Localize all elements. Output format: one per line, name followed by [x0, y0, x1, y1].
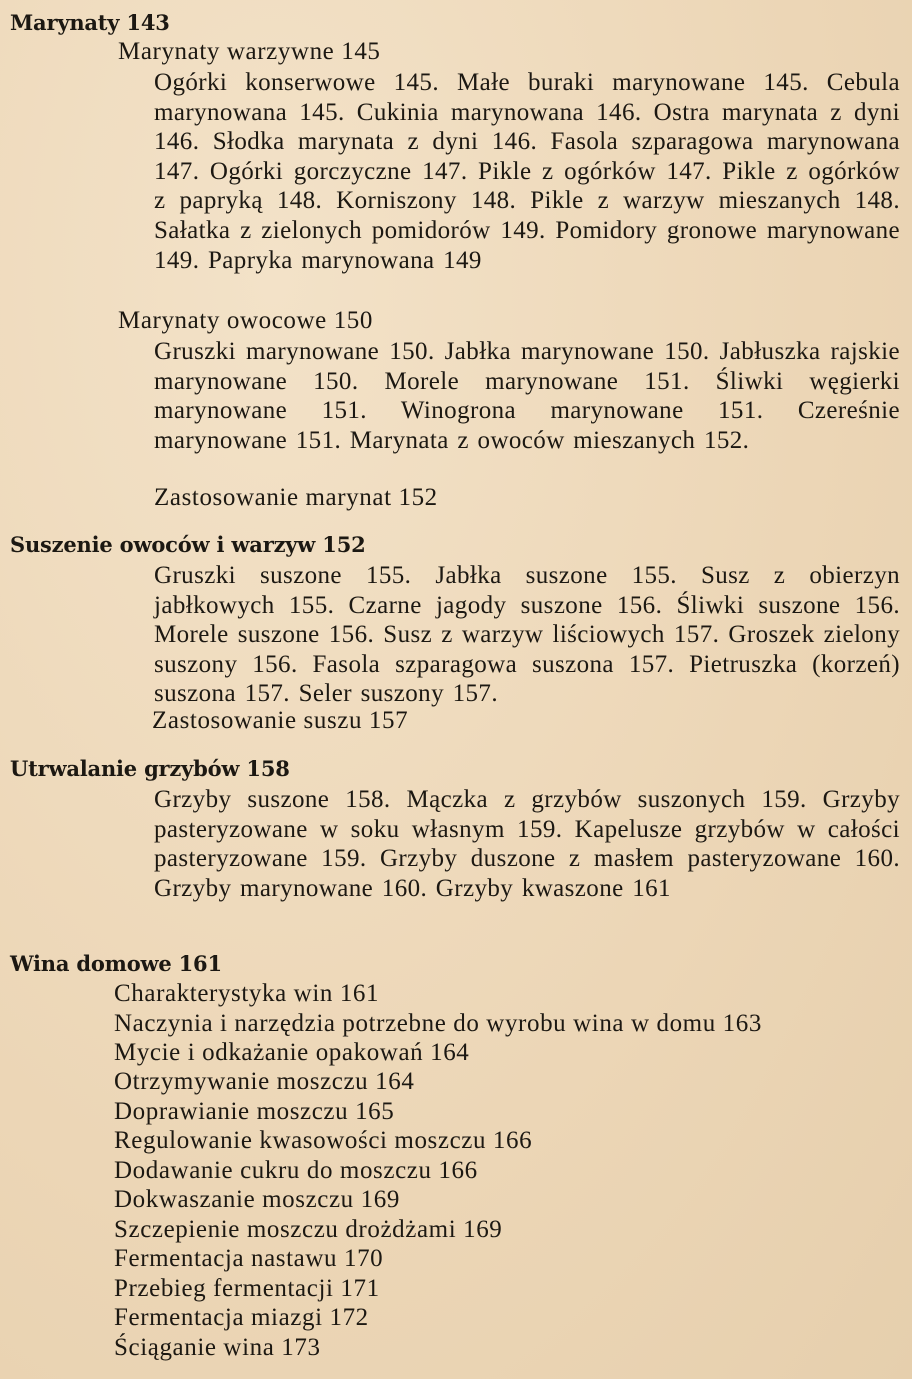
list-item: Fermentacja nastawu 170 — [114, 1245, 384, 1272]
list-item: Przebieg fermentacji 171 — [114, 1275, 380, 1302]
list-item: Dokwaszanie moszczu 169 — [114, 1186, 400, 1213]
subsection-title-owocowe: Marynaty owocowe 150 — [118, 307, 373, 334]
list-item: Mycie i odkażanie opakowań 164 — [114, 1039, 470, 1066]
list-item: Doprawianie moszczu 165 — [114, 1098, 395, 1125]
list-item: Dodawanie cukru do moszczu 166 — [114, 1157, 478, 1184]
list-item: Fermentacja miazgi 172 — [114, 1304, 369, 1331]
list-item: Naczynia i narzędzia potrzebne do wyrobu wina w domu 163 — [114, 1010, 762, 1037]
paragraph-suszenie: Gruszki suszone 155. Jabłka suszone 155. Susz z obierzyn jabłkowych 155. Czarne jagody suszone 156. Śliwki suszone 156. Morele suszone 156. Susz z warzyw liściowych 157. Groszek zielony suszony 156. Fasola szparagowa suszona 157. Pietruszka (korzeń) suszona 157. Seler suszony 157. — [154, 562, 900, 708]
subsection-title-warzywne: Marynaty warzywne 145 — [118, 38, 381, 65]
paragraph-grzyby: Grzyby suszone 158. Mączka z grzybów suszonych 159. Grzyby pasteryzowane w soku własnym 159. Kapelusze grzybów w całości pasteryzowane 159. Grzyby duszone z masłem pasteryzowane 160. Grzyby marynowane 160. Grzyby kwaszone 161 — [154, 786, 900, 902]
paragraph-warzywne: Ogórki konserwowe 145. Małe buraki marynowane 145. Cebula marynowana 145. Cukinia marynowana 146. Ostra marynata z dyni 146. Słodka marynata z dyni 146. Fasola szparagowa marynowana 147. Ogórki gorczyczne 147. Pikle z ogórków 147. Pikle z ogórków z papryką 148. Korniszony 148. Pikle z warzyw mieszanych 148. Sałatka z zielonych pomidorów 149. Pomidory gronowe marynowane 149. Papryka marynowana 149 — [154, 69, 900, 274]
paragraph-owocowe: Gruszki marynowane 150. Jabłka marynowane 150. Jabłuszka rajskie marynowane 150. Morele marynowane 151. Śliwki węgierki marynowane 151. Winogrona marynowane 151. Czereśnie marynowane 151. Marynata z owoców mieszanych 152. — [154, 338, 900, 454]
list-item: Charakterystyka win 161 — [114, 980, 380, 1007]
list-item: Regulowanie kwasowości moszczu 166 — [114, 1127, 533, 1154]
section-heading-suszenie: Suszenie owoców i warzyw 152 — [10, 532, 366, 557]
list-item: Ściąganie wina 173 — [114, 1334, 321, 1361]
list-item: Otrzymywanie moszczu 164 — [114, 1068, 415, 1095]
section-heading-wina: Wina domowe 161 — [10, 951, 222, 976]
zastosowanie-marynat: Zastosowanie marynat 152 — [154, 484, 438, 511]
zastosowanie-suszu: Zastosowanie suszu 157 — [152, 707, 409, 734]
list-item: Szczepienie moszczu drożdżami 169 — [114, 1216, 503, 1243]
section-heading-grzyby: Utrwalanie grzybów 158 — [10, 756, 290, 781]
section-heading-marynaty: Marynaty 143 — [10, 10, 170, 35]
